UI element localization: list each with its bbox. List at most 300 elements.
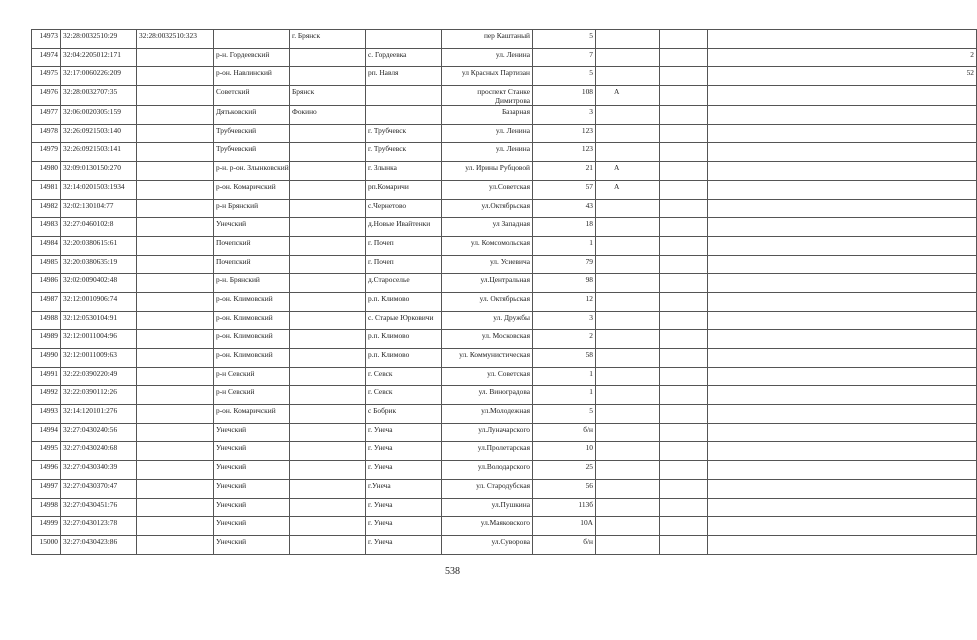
row-number-cell: 14984: [32, 236, 61, 255]
house-number-cell: 12: [533, 292, 596, 311]
parent-cadastral-number-cell: [137, 311, 214, 330]
row-number-cell: 14999: [32, 517, 61, 536]
settlement-cell: г. Унеча: [366, 498, 442, 517]
street-cell: ул. Ирины Рубцовой: [442, 162, 533, 181]
parent-cadastral-number-cell: [137, 124, 214, 143]
city-cell: [290, 255, 366, 274]
city-cell: [290, 236, 366, 255]
city-cell: [290, 124, 366, 143]
table-row: [32, 405, 977, 424]
district-cell: Унечский: [214, 535, 290, 554]
table-row: [32, 67, 977, 86]
building-letter-cell: [596, 498, 660, 517]
address-table: [31, 29, 977, 555]
building-letter-cell: [596, 292, 660, 311]
building-letter-cell: [596, 349, 660, 368]
parent-cadastral-number-cell: [137, 386, 214, 405]
table-row: [32, 162, 977, 181]
table-row: [32, 124, 977, 143]
extra-column-cell: [660, 461, 708, 480]
parent-cadastral-number-cell: [137, 67, 214, 86]
settlement-cell: рп. Навля: [366, 67, 442, 86]
district-cell: Советский: [214, 86, 290, 106]
street-cell: ул.Октябрьская: [442, 199, 533, 218]
row-number-cell: 14977: [32, 106, 61, 125]
settlement-cell: г. Унеча: [366, 442, 442, 461]
extra-column-cell: [660, 86, 708, 106]
parent-cadastral-number-cell: [137, 423, 214, 442]
city-cell: [290, 218, 366, 237]
city-cell: [290, 442, 366, 461]
table-body: [32, 30, 977, 555]
cadastral-number-cell: 32:28:0032707:35: [61, 86, 137, 106]
city-cell: [290, 180, 366, 199]
parent-cadastral-number-cell: [137, 479, 214, 498]
parent-cadastral-number-cell: [137, 517, 214, 536]
extra-column-cell: [660, 199, 708, 218]
district-cell: р-он. Климовский: [214, 349, 290, 368]
parent-cadastral-number-cell: [137, 367, 214, 386]
cadastral-number-cell: 32:12:0010906:74: [61, 292, 137, 311]
apartment-number-cell: [708, 162, 977, 181]
settlement-cell: д.Новые Ивайтенки: [366, 218, 442, 237]
parent-cadastral-number-cell: [137, 199, 214, 218]
city-cell: [290, 479, 366, 498]
cadastral-number-cell: 32:27:0430123:78: [61, 517, 137, 536]
street-cell: ул Красных Партизан: [442, 67, 533, 86]
cadastral-number-cell: 32:20:0380615:61: [61, 236, 137, 255]
apartment-number-cell: [708, 180, 977, 199]
parent-cadastral-number-cell: [137, 461, 214, 480]
table-row: [32, 423, 977, 442]
settlement-cell: р.п. Климово: [366, 292, 442, 311]
parent-cadastral-number-cell: [137, 143, 214, 162]
street-cell: ул. Комсомольская: [442, 236, 533, 255]
row-number-cell: 14993: [32, 405, 61, 424]
settlement-cell: г. Почеп: [366, 255, 442, 274]
house-number-cell: 5: [533, 30, 596, 49]
apartment-number-cell: [708, 106, 977, 125]
table-row: [32, 292, 977, 311]
district-cell: р-он. Комаричский: [214, 180, 290, 199]
cadastral-number-cell: 32:28:0032510:29: [61, 30, 137, 49]
extra-column-cell: [660, 218, 708, 237]
extra-column-cell: [660, 180, 708, 199]
building-letter-cell: [596, 274, 660, 293]
cadastral-number-cell: 32:12:0011009:63: [61, 349, 137, 368]
extra-column-cell: [660, 162, 708, 181]
house-number-cell: 123: [533, 124, 596, 143]
building-letter-cell: [596, 386, 660, 405]
street-cell: ул. Советская: [442, 367, 533, 386]
parent-cadastral-number-cell: [137, 218, 214, 237]
house-number-cell: 10: [533, 442, 596, 461]
extra-column-cell: [660, 48, 708, 67]
apartment-number-cell: [708, 30, 977, 49]
street-cell: Базарная: [442, 106, 533, 125]
apartment-number-cell: [708, 236, 977, 255]
apartment-number-cell: [708, 274, 977, 293]
city-cell: [290, 292, 366, 311]
street-cell: ул.Молодежная: [442, 405, 533, 424]
street-cell: ул.Володарского: [442, 461, 533, 480]
house-number-cell: 1: [533, 367, 596, 386]
settlement-cell: г. Севск: [366, 367, 442, 386]
table-row: [32, 535, 977, 554]
extra-column-cell: [660, 423, 708, 442]
table-row: [32, 106, 977, 125]
extra-column-cell: [660, 30, 708, 49]
city-cell: [290, 67, 366, 86]
city-cell: [290, 162, 366, 181]
house-number-cell: 56: [533, 479, 596, 498]
settlement-cell: д.Староселье: [366, 274, 442, 293]
street-cell: ул.Пролетарская: [442, 442, 533, 461]
extra-column-cell: [660, 292, 708, 311]
cadastral-number-cell: 32:26:0921503:140: [61, 124, 137, 143]
cadastral-number-cell: 32:02:0090402:48: [61, 274, 137, 293]
city-cell: [290, 461, 366, 480]
street-cell: ул. Стародубская: [442, 479, 533, 498]
parent-cadastral-number-cell: [137, 442, 214, 461]
table-row: [32, 86, 977, 106]
table-row: [32, 330, 977, 349]
parent-cadastral-number-cell: [137, 535, 214, 554]
settlement-cell: г. Унеча: [366, 517, 442, 536]
district-cell: Унечский: [214, 498, 290, 517]
row-number-cell: 14986: [32, 274, 61, 293]
cadastral-number-cell: 32:27:0430340:39: [61, 461, 137, 480]
apartment-number-cell: [708, 479, 977, 498]
parent-cadastral-number-cell: [137, 255, 214, 274]
city-cell: [290, 535, 366, 554]
settlement-cell: г. Унеча: [366, 535, 442, 554]
extra-column-cell: [660, 67, 708, 86]
district-cell: р-он. Климовский: [214, 311, 290, 330]
street-cell: ул Западная: [442, 218, 533, 237]
street-cell: ул. Ленина: [442, 48, 533, 67]
building-letter-cell: [596, 218, 660, 237]
city-cell: [290, 48, 366, 67]
district-cell: Унечский: [214, 423, 290, 442]
parent-cadastral-number-cell: [137, 349, 214, 368]
house-number-cell: б/н: [533, 535, 596, 554]
district-cell: р-он. Навлинский: [214, 67, 290, 86]
building-letter-cell: [596, 199, 660, 218]
table-row: [32, 30, 977, 49]
apartment-number-cell: [708, 218, 977, 237]
cadastral-number-cell: 32:12:0011004:96: [61, 330, 137, 349]
apartment-number-cell: [708, 535, 977, 554]
cadastral-number-cell: 32:12:0530104:91: [61, 311, 137, 330]
row-number-cell: 14975: [32, 67, 61, 86]
apartment-number-cell: [708, 405, 977, 424]
settlement-cell: [366, 30, 442, 49]
street-cell: ул. Усиевича: [442, 255, 533, 274]
cadastral-number-cell: 32:14:0201503:1934: [61, 180, 137, 199]
cadastral-number-cell: 32:27:0460102:8: [61, 218, 137, 237]
settlement-cell: с Бобрик: [366, 405, 442, 424]
settlement-cell: с.Чернетово: [366, 199, 442, 218]
cadastral-number-cell: 32:27:0430451:76: [61, 498, 137, 517]
cadastral-number-cell: 32:27:0430240:56: [61, 423, 137, 442]
district-cell: Трубчевский: [214, 143, 290, 162]
row-number-cell: 14980: [32, 162, 61, 181]
settlement-cell: г. Унеча: [366, 423, 442, 442]
table-row: [32, 367, 977, 386]
house-number-cell: 7: [533, 48, 596, 67]
city-cell: [290, 143, 366, 162]
apartment-number-cell: [708, 255, 977, 274]
extra-column-cell: [660, 479, 708, 498]
table-row: [32, 461, 977, 480]
extra-column-cell: [660, 535, 708, 554]
city-cell: [290, 367, 366, 386]
street-cell: ул. Октябрьская: [442, 292, 533, 311]
cadastral-number-cell: 32:22:0390220:49: [61, 367, 137, 386]
building-letter-cell: [596, 367, 660, 386]
settlement-cell: г. Трубчевск: [366, 143, 442, 162]
cadastral-number-cell: 32:27:0430423:86: [61, 535, 137, 554]
building-letter-cell: [596, 330, 660, 349]
apartment-number-cell: [708, 423, 977, 442]
city-cell: [290, 199, 366, 218]
house-number-cell: 108: [533, 86, 596, 106]
parent-cadastral-number-cell: [137, 292, 214, 311]
row-number-cell: 14979: [32, 143, 61, 162]
apartment-number-cell: 2: [708, 48, 977, 67]
district-cell: р-н Брянский: [214, 199, 290, 218]
building-letter-cell: [596, 48, 660, 67]
extra-column-cell: [660, 255, 708, 274]
street-cell: ул. Ленина: [442, 124, 533, 143]
apartment-number-cell: [708, 498, 977, 517]
building-letter-cell: [596, 517, 660, 536]
building-letter-cell: А: [596, 180, 660, 199]
settlement-cell: [366, 86, 442, 106]
apartment-number-cell: [708, 386, 977, 405]
district-cell: р-он. Климовский: [214, 292, 290, 311]
district-cell: р-н. Гордеевский: [214, 48, 290, 67]
row-number-cell: 14998: [32, 498, 61, 517]
settlement-cell: р.п. Климово: [366, 349, 442, 368]
street-cell: ул. Дружбы: [442, 311, 533, 330]
district-cell: р-он. Комаричский: [214, 405, 290, 424]
district-cell: Почепский: [214, 255, 290, 274]
house-number-cell: 57: [533, 180, 596, 199]
building-letter-cell: [596, 124, 660, 143]
apartment-number-cell: [708, 311, 977, 330]
building-letter-cell: [596, 479, 660, 498]
apartment-number-cell: [708, 461, 977, 480]
building-letter-cell: А: [596, 162, 660, 181]
row-number-cell: 14974: [32, 48, 61, 67]
table-row: [32, 442, 977, 461]
settlement-cell: г. Трубчевск: [366, 124, 442, 143]
parent-cadastral-number-cell: [137, 236, 214, 255]
district-cell: Унечский: [214, 218, 290, 237]
extra-column-cell: [660, 274, 708, 293]
house-number-cell: 113б: [533, 498, 596, 517]
house-number-cell: 58: [533, 349, 596, 368]
building-letter-cell: [596, 423, 660, 442]
parent-cadastral-number-cell: 32:28:0032510:323: [137, 30, 214, 49]
table-row: [32, 274, 977, 293]
building-letter-cell: [596, 442, 660, 461]
table-row: [32, 386, 977, 405]
district-cell: р-н Севский: [214, 386, 290, 405]
cadastral-number-cell: 32:09:0130150:270: [61, 162, 137, 181]
street-cell: ул.Советская: [442, 180, 533, 199]
building-letter-cell: [596, 311, 660, 330]
street-cell: ул. Московская: [442, 330, 533, 349]
apartment-number-cell: [708, 143, 977, 162]
city-cell: [290, 405, 366, 424]
parent-cadastral-number-cell: [137, 330, 214, 349]
parent-cadastral-number-cell: [137, 498, 214, 517]
building-letter-cell: [596, 255, 660, 274]
house-number-cell: 79: [533, 255, 596, 274]
district-cell: Унечский: [214, 479, 290, 498]
row-number-cell: 14982: [32, 199, 61, 218]
cadastral-number-cell: 32:27:0430370:47: [61, 479, 137, 498]
apartment-number-cell: [708, 442, 977, 461]
apartment-number-cell: [708, 349, 977, 368]
table-row: [32, 349, 977, 368]
cadastral-number-cell: 32:04:2205012:171: [61, 48, 137, 67]
extra-column-cell: [660, 386, 708, 405]
parent-cadastral-number-cell: [137, 180, 214, 199]
row-number-cell: 14995: [32, 442, 61, 461]
table-row: [32, 48, 977, 67]
house-number-cell: 43: [533, 199, 596, 218]
settlement-cell: г.Унеча: [366, 479, 442, 498]
parent-cadastral-number-cell: [137, 405, 214, 424]
row-number-cell: 14988: [32, 311, 61, 330]
settlement-cell: с. Старые Юрковичи: [366, 311, 442, 330]
cadastral-number-cell: 32:22:0390112:26: [61, 386, 137, 405]
apartment-number-cell: [708, 367, 977, 386]
house-number-cell: 3: [533, 106, 596, 125]
street-cell: ул.Центральная: [442, 274, 533, 293]
building-letter-cell: А: [596, 86, 660, 106]
row-number-cell: 14976: [32, 86, 61, 106]
city-cell: [290, 274, 366, 293]
row-number-cell: 14983: [32, 218, 61, 237]
parent-cadastral-number-cell: [137, 274, 214, 293]
table-row: [32, 311, 977, 330]
row-number-cell: 14989: [32, 330, 61, 349]
district-cell: р-он. Климовский: [214, 330, 290, 349]
city-cell: [290, 330, 366, 349]
row-number-cell: 14997: [32, 479, 61, 498]
building-letter-cell: [596, 106, 660, 125]
row-number-cell: 14990: [32, 349, 61, 368]
building-letter-cell: [596, 67, 660, 86]
cadastral-number-cell: 32:20:0380635:19: [61, 255, 137, 274]
row-number-cell: 14985: [32, 255, 61, 274]
extra-column-cell: [660, 143, 708, 162]
city-cell: [290, 423, 366, 442]
apartment-number-cell: [708, 292, 977, 311]
extra-column-cell: [660, 106, 708, 125]
street-cell: пер Каштаный: [442, 30, 533, 49]
cadastral-number-cell: 32:06:0020305:159: [61, 106, 137, 125]
city-cell: [290, 349, 366, 368]
street-cell: проспект Станке Димитрова: [442, 86, 533, 106]
extra-column-cell: [660, 349, 708, 368]
house-number-cell: б/н: [533, 423, 596, 442]
extra-column-cell: [660, 124, 708, 143]
apartment-number-cell: [708, 124, 977, 143]
district-cell: Унечский: [214, 442, 290, 461]
settlement-cell: г. Унеча: [366, 461, 442, 480]
parent-cadastral-number-cell: [137, 48, 214, 67]
city-cell: Фокино: [290, 106, 366, 125]
street-cell: ул.Луначарского: [442, 423, 533, 442]
city-cell: [290, 498, 366, 517]
page-number: 538: [445, 566, 460, 577]
apartment-number-cell: [708, 330, 977, 349]
row-number-cell: 14996: [32, 461, 61, 480]
parent-cadastral-number-cell: [137, 106, 214, 125]
extra-column-cell: [660, 367, 708, 386]
building-letter-cell: [596, 405, 660, 424]
cadastral-number-cell: 32:17:0060226:209: [61, 67, 137, 86]
building-letter-cell: [596, 461, 660, 480]
table-row: [32, 218, 977, 237]
city-cell: г. Брянск: [290, 30, 366, 49]
house-number-cell: 25: [533, 461, 596, 480]
extra-column-cell: [660, 517, 708, 536]
row-number-cell: 14973: [32, 30, 61, 49]
cadastral-number-cell: 32:02:130104:77: [61, 199, 137, 218]
cadastral-number-cell: 32:14:120101:276: [61, 405, 137, 424]
building-letter-cell: [596, 535, 660, 554]
district-cell: Дятьковский: [214, 106, 290, 125]
extra-column-cell: [660, 311, 708, 330]
district-cell: р-н Севский: [214, 367, 290, 386]
building-letter-cell: [596, 236, 660, 255]
settlement-cell: г. Почеп: [366, 236, 442, 255]
table-row: [32, 479, 977, 498]
parent-cadastral-number-cell: [137, 86, 214, 106]
city-cell: [290, 386, 366, 405]
district-cell: р-н. р-он. Злынковский: [214, 162, 290, 181]
settlement-cell: г. Злынка: [366, 162, 442, 181]
settlement-cell: р.п. Климово: [366, 330, 442, 349]
row-number-cell: 14987: [32, 292, 61, 311]
street-cell: ул.Пушкина: [442, 498, 533, 517]
street-cell: ул. Коммунистическая: [442, 349, 533, 368]
extra-column-cell: [660, 405, 708, 424]
house-number-cell: 1: [533, 386, 596, 405]
settlement-cell: с. Гордеевка: [366, 48, 442, 67]
extra-column-cell: [660, 442, 708, 461]
house-number-cell: 1: [533, 236, 596, 255]
table-row: [32, 236, 977, 255]
row-number-cell: 14994: [32, 423, 61, 442]
city-cell: [290, 517, 366, 536]
apartment-number-cell: [708, 517, 977, 536]
district-cell: Трубчевский: [214, 124, 290, 143]
city-cell: Брянск: [290, 86, 366, 106]
house-number-cell: 5: [533, 67, 596, 86]
district-cell: Унечский: [214, 461, 290, 480]
row-number-cell: 14992: [32, 386, 61, 405]
city-cell: [290, 311, 366, 330]
district-cell: Унечский: [214, 517, 290, 536]
